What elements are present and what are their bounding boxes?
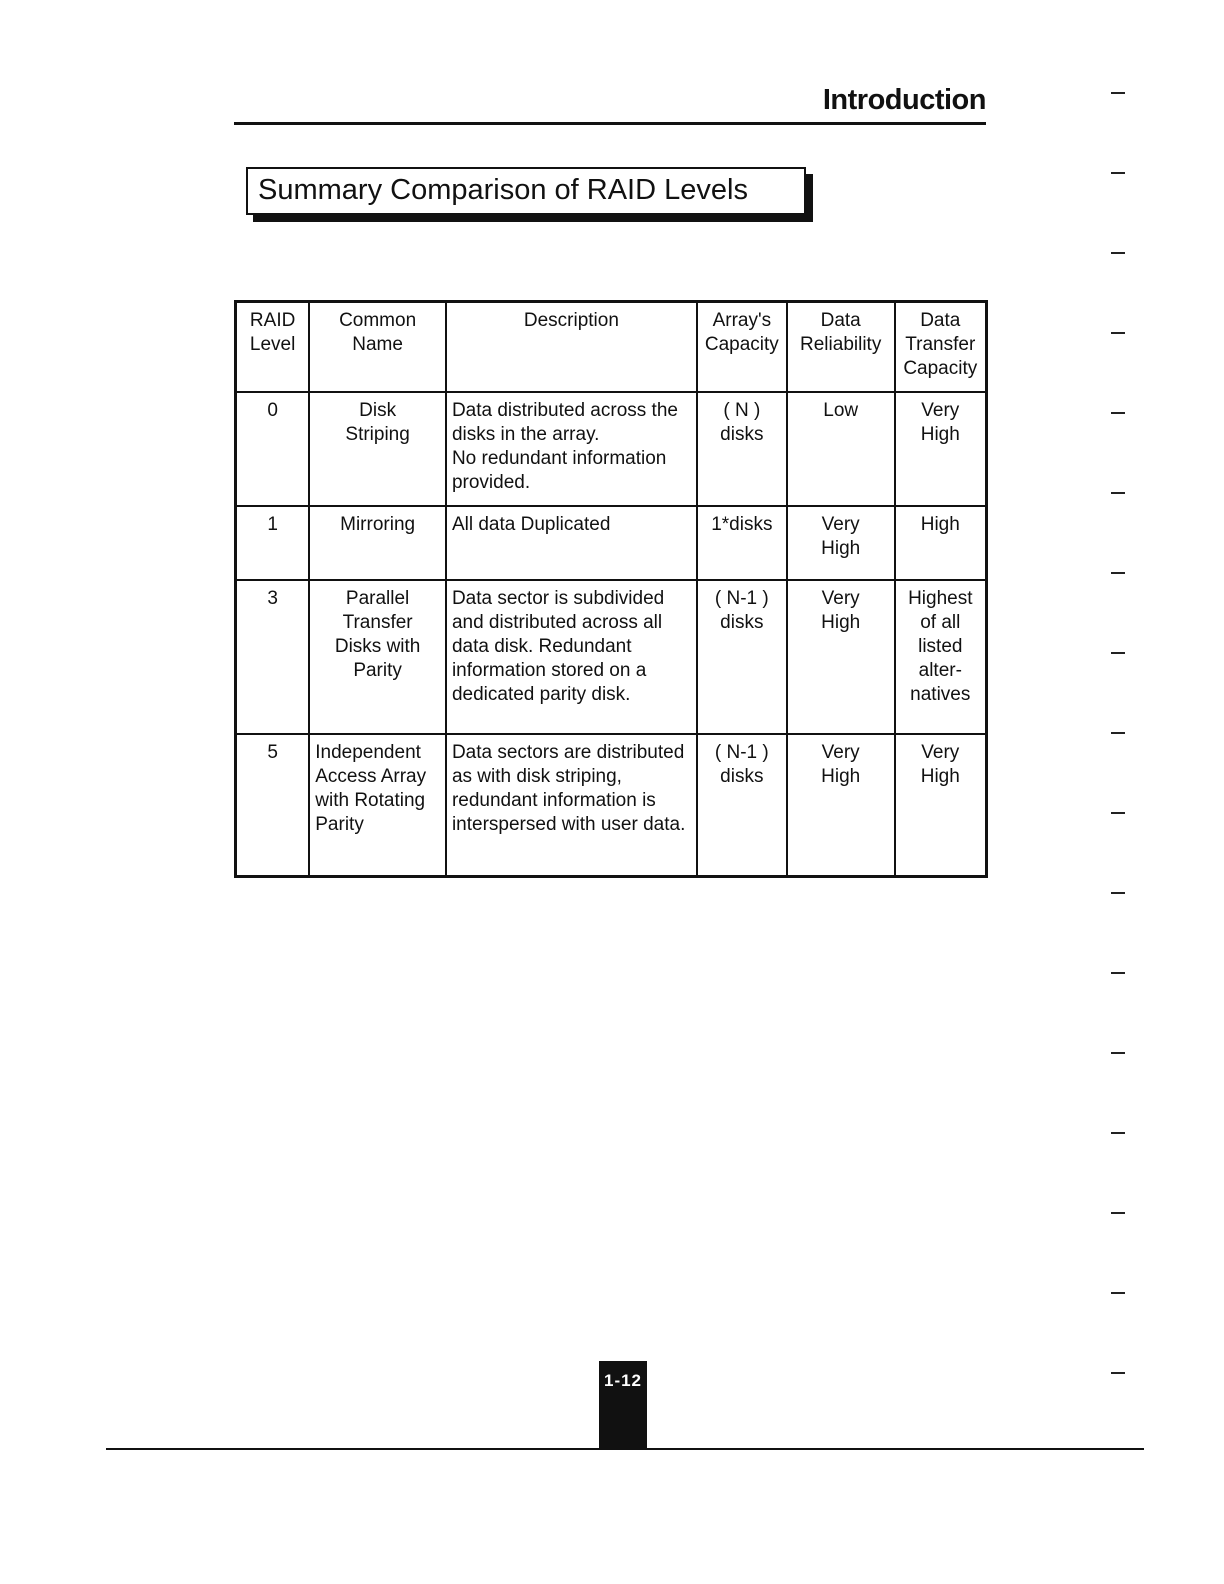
margin-tick — [1111, 412, 1125, 414]
cell-transfer: Very High — [895, 734, 987, 877]
header-description — [446, 302, 697, 393]
margin-tick — [1111, 1372, 1125, 1374]
header-capacity — [697, 302, 787, 393]
section-title: Summary Comparison of RAID Levels — [258, 174, 748, 206]
margin-tick — [1111, 652, 1125, 654]
margin-tick — [1111, 92, 1125, 94]
header-reliability — [787, 302, 895, 393]
section-title-box — [246, 167, 806, 215]
cell-level: 3 — [236, 580, 310, 734]
cell-level: 5 — [236, 734, 310, 877]
margin-tick — [1111, 492, 1125, 494]
table-header-row — [236, 302, 987, 393]
footer-rule — [106, 1448, 1144, 1450]
cell-capacity: ( N ) disks — [697, 392, 787, 506]
page-number: 1-12 — [599, 1361, 647, 1450]
cell-description: Data distributed across the disks in the array. No redundant information provided. — [446, 392, 697, 506]
margin-tick — [1111, 252, 1125, 254]
cell-level: 1 — [236, 506, 310, 580]
cell-capacity: ( N-1 ) disks — [697, 580, 787, 734]
header-raid-level — [236, 302, 310, 393]
margin-tick — [1111, 572, 1125, 574]
margin-tick — [1111, 332, 1125, 334]
cell-reliability: Very High — [787, 506, 895, 580]
margin-tick — [1111, 972, 1125, 974]
cell-transfer: Very High — [895, 392, 987, 506]
cell-name: Independent Access Array with Rotating Parity — [309, 734, 446, 877]
margin-tick — [1111, 892, 1125, 894]
cell-reliability: Low — [787, 392, 895, 506]
margin-tick — [1111, 812, 1125, 814]
margin-tick — [1111, 732, 1125, 734]
page-header-title: Introduction — [822, 84, 986, 116]
cell-capacity: 1*disks — [697, 506, 787, 580]
header-common-name — [309, 302, 446, 393]
header-description-text: Description — [523, 310, 619, 331]
cell-description: Data sector is subdivided and distributed across all data disk. Redundant information stored on a dedicated parity disk. — [446, 580, 697, 734]
header-transfer-text: Data Transfer Capacity — [903, 310, 978, 379]
cell-description: Data sectors are distributed as with disk striping, redundant information is interspersed with user data. — [446, 734, 697, 877]
header-transfer — [895, 302, 987, 393]
table-row — [236, 580, 987, 734]
cell-name: Disk Striping — [309, 392, 446, 506]
table-row — [236, 734, 987, 877]
cell-name: Parallel Transfer Disks with Parity — [309, 580, 446, 734]
margin-tick — [1111, 1212, 1125, 1214]
header-raid-level-text: RAID Level — [249, 310, 296, 355]
table-row — [236, 506, 987, 580]
cell-description: All data Duplicated — [446, 506, 697, 580]
cell-reliability: Very High — [787, 734, 895, 877]
cell-level: 0 — [236, 392, 310, 506]
header-capacity-text: Array's Capacity — [704, 310, 779, 355]
raid-comparison-table — [234, 300, 988, 878]
table-row — [236, 392, 987, 506]
header-reliability-text: Data Reliability — [800, 310, 882, 355]
cell-capacity: ( N-1 ) disks — [697, 734, 787, 877]
margin-tick — [1111, 172, 1125, 174]
margin-tick — [1111, 1132, 1125, 1134]
cell-name: Mirroring — [309, 506, 446, 580]
margin-tick — [1111, 1292, 1125, 1294]
header-common-name-text: Common Name — [339, 310, 417, 355]
header-rule — [234, 122, 986, 125]
cell-transfer: Highest of all listed alter- natives — [895, 580, 987, 734]
cell-transfer: High — [895, 506, 987, 580]
cell-reliability: Very High — [787, 580, 895, 734]
margin-tick — [1111, 1052, 1125, 1054]
